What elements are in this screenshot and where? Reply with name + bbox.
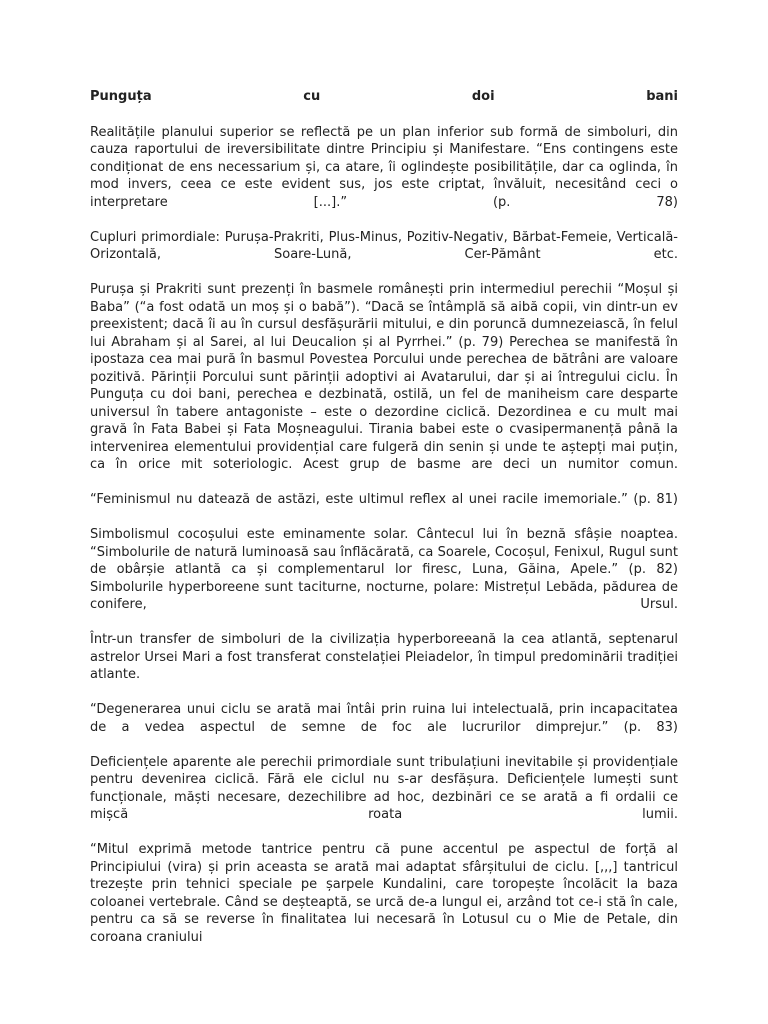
document-page (90, 88, 678, 964)
paragraph-4: “Feminismul nu datează de astăzi, este ultimul reflex al unei racile imemoriale.” (p. 81) (90, 492, 678, 507)
paragraph-1: Realitățile planului superior se reflectă pe un plan inferior sub formă de simboluri, din cauza raportului de ireversibilitate dintre Principiu și Manifestare. “Ens contingens este condiționat de ens necessarium și, ca atare, îi oglindește posibilitățile, dar ca oglinda, în mod invers, ceea ce este evident sus, jos este criptat, învăluit, necesitând ceci o interpretare [...].” (p. 78) (90, 124, 678, 210)
paragraph-3: Purușa și Prakriti sunt prezenți în basmele românești prin intermediul perechii “Moșul și Baba” (“a fost odată un moș și o babă”). “Dacă se întâmplă să aibă copii, vin dintr-un ev preexistent; dacă îi au în cursul desfășurării mitului, e din poruncă dumnezeiască, în felul lui Abraham și al Sarei, al lui Deucalion și al Pyrrhei.” (p. 79) Perechea se manifestă în ipostaza cea mai pură în basmul Povestea Porcului unde perechea de bătrâni are valoare pozitivă. Părinții Porcului sunt părinții adoptivi ai Avatarului, dar și ai întregului ciclu. În Punguța cu doi bani, perechea e dezbinată, ostilă, un fel de manihеism care desparte universul în tabere antagoniste – este o dezordine ciclică. Dezordinea e cu mult mai gravă în Fata Babei și Fata Moșneagului. Tirania babei este o cvasipermanență până la intervenirea elementului providențial care fulgeră din senin și unde te aștepți mai puțin, ca în orice mit soteriologic. Acest grup de basme are deci un numitor comun. (90, 282, 678, 472)
document-title: Punguța cu doi bani (90, 89, 678, 104)
paragraph-6: Într-un transfer de simboluri de la civilizația hyperboreeană la cea atlantă, septenarul astrelor Ursei Mari a fost transferat constelației Pleiadelor, în timpul predominării tradiției atlante. (90, 632, 678, 682)
paragraph-5: Simbolismul cocoșului este eminamente solar. Cântecul lui în beznă sfâșie noaptea. “Simbolurile de natură luminoasă sau înflăcărată, ca Soarele, Cocoșul, Fenixul, Rugul sunt de obârșie atlantă ca și complementarul lor firesc, Luna, Găina, Apele.” (p. 82) Simbolurile hyperboreene sunt taciturne, nocturne, polare: Mistrețul Lebăda, pădurea de conifere, Ursul. (90, 527, 678, 612)
paragraph-2: Cupluri primordiale: Purușa-Prakriti, Plus-Minus, Pozitiv-Negativ, Bărbat-Femeie, Verticală-Orizontală, Soare-Lună, Cer-Pământ etc. (90, 229, 678, 262)
paragraph-7: “Degenerarea unui ciclu se arată mai întâi prin ruina lui intelectuală, prin incapacitatea de a vedea aspectul de semne de foc ale lucrurilor dimprejur.” (p. 83) (90, 702, 678, 735)
paragraph-9: “Mitul exprimă metode tantrice pentru că pune accentul pe aspectul de forță al Principiului (vira) și prin aceasta se arată mai adaptat sfârșitului de ciclu. [,,,] tantricul trezește prin tehnici speciale pe șarpele Kundalini, care toropește încolăcit la baza coloanei vertebrale. Când se deșteaptă, se urcă de-a lungul ei, arzând tot ce-i stă în cale, pentru ca să se reverse în finalitatea lui necesară în Lotusul cu o Mie de Petale, din coroana craniului (90, 842, 678, 945)
paragraph-8: Deficiențele aparente ale perechii primordiale sunt tribulațiuni inevitabile și providențiale pentru devenirea ciclică. Fără ele ciclul nu s-ar desfășura. Deficiențele lumești sunt funcționale, măști necesare, dezechilibre ad hoc, dezbinări ce se arată a fi ordalii ce mișcă roata lumii. (90, 754, 678, 822)
